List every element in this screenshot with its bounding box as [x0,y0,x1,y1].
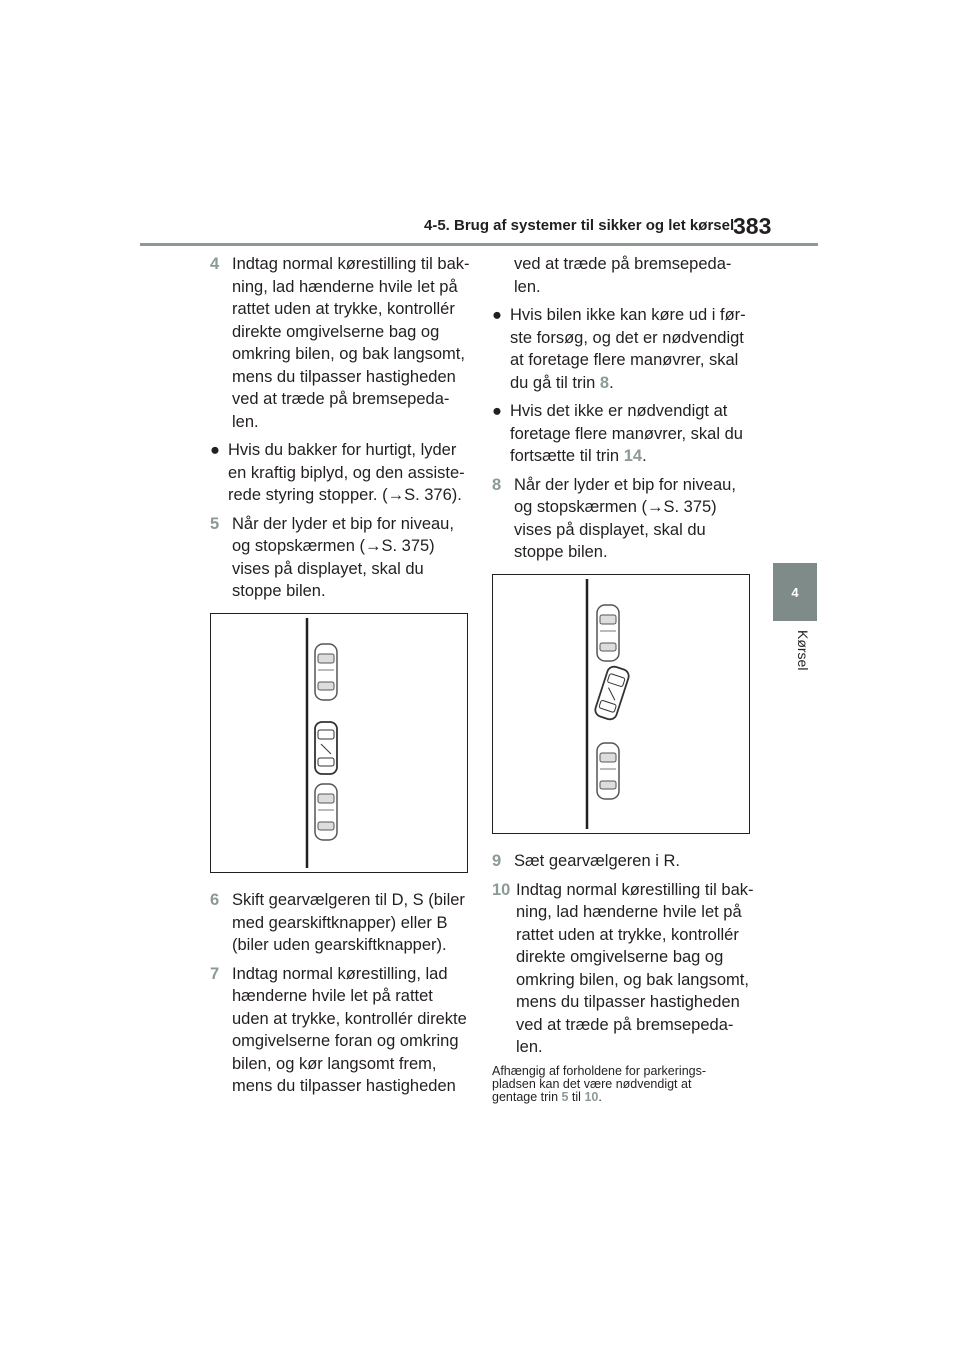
bullet-item [210,439,470,507]
chapter-label: Kørsel [795,630,811,671]
step-text-line: direkte omgivelserne bag og [232,322,440,341]
text: . [598,1089,602,1104]
step-text-line: Skift gearvælgeren til D, S (biler [232,891,465,909]
step-text-line: (biler uden gearskiftknapper). [232,936,447,954]
step-4 [210,253,470,433]
parking-figure-right [492,574,750,834]
step-9 [492,850,752,873]
text: . [642,447,647,465]
step-10 [492,879,752,1059]
bullet-icon: ● [492,306,502,324]
step-text-line: og stopskærmen (→S. 375) [514,498,717,516]
step-text-line: rattet uden at trykke, kontrollér [516,925,739,944]
section-title: 4-5. Brug af systemer til sikker og let kørsel [424,217,735,234]
step-text-line: Når der lyder et bip for niveau, [232,514,454,533]
parked-car-icon [597,743,619,799]
step-text-line: Sæt gearvælgeren i R. [514,852,680,870]
step-text-line: Indtag normal kørestilling til bak- [232,255,470,273]
bullet-text-line: foretage flere manøvrer, skal du [510,424,743,443]
step-text-line: vises på displayet, skal du [514,520,706,539]
step-8 [492,474,752,564]
bullet-text-line: rede styring stopper. (→S. 376). [228,486,462,504]
bullet-text-line: en kraftig biplyd, og den assiste- [228,463,465,482]
text: du gå til trin [510,373,600,392]
step-text-line: bilen, og kør langsomt frem, [232,1054,437,1073]
step-5 [210,513,470,603]
step-number: 6 [210,891,220,909]
bullet-text-line [510,445,752,468]
step-text-line: vises på displayet, skal du [232,559,424,578]
step-text-line: len. [516,1038,543,1056]
parked-car-icon [597,605,619,661]
step-text-line: ved at træde på bremsepeda- [514,255,732,273]
step-text-line: Indtag normal kørestilling, lad [232,964,448,983]
step-6 [210,889,470,957]
step-number: 10 [492,880,511,899]
chapter-tab [773,563,817,621]
note-text-line: pladsen kan det være nødvendigt at [492,1076,692,1091]
bullet-icon: ● [492,402,502,420]
step-text-line: ning, lad hænderne hvile let på [516,903,742,921]
header-rule [140,243,818,246]
bullet-text-line [510,372,752,395]
page-number: 383 [733,213,772,239]
text: . [609,373,614,392]
step-reference: 5 [561,1089,569,1104]
step-text-line: stoppe bilen. [232,582,326,600]
step-text-line: hænderne hvile let på rattet [232,987,433,1005]
step-text-line: rattet uden at trykke, kontrollér [232,300,455,318]
step-text-line: mens du tilpasser hastigheden [232,367,456,386]
step-reference: 14 [623,447,643,465]
bullet-item [492,304,752,394]
own-car-icon [594,664,631,720]
bullet-item [492,400,752,468]
step-number: 8 [492,475,502,494]
step-text-line: Når der lyder et bip for niveau, [514,475,736,494]
note-text-line [492,1091,752,1104]
step-text-line: omgivelserne foran og omkring [232,1032,459,1050]
step-text-line: omkring bilen, og bak langsomt, [232,345,465,363]
step-text-line: mens du tilpasser hastigheden [232,1077,456,1095]
parked-car-icon [315,644,337,700]
step-text-line: stoppe bilen. [514,543,608,561]
step-text-line: og stopskærmen (→S. 375) [232,537,435,555]
step-text-line: ning, lad hænderne hvile let på [232,277,458,296]
step-text-line: mens du tilpasser hastigheden [516,993,740,1011]
note [492,1065,752,1104]
step-text-line: Indtag normal kørestilling til bak- [516,880,754,899]
step-number: 9 [492,852,502,870]
step-text-line: len. [232,412,259,431]
step-text-line: ved at træde på bremsepeda- [232,390,450,408]
step-number: 5 [210,514,220,533]
parking-figure-left [210,613,468,873]
step-text-line: med gearskiftknapper) eller B [232,913,448,932]
text: fortsætte til trin [510,447,624,465]
right-column [492,253,752,1104]
bullet-text-line: Hvis du bakker for hurtigt, lyder [228,441,457,459]
step-text-line: omkring bilen, og bak langsomt, [516,970,749,989]
left-column [210,253,470,1104]
bullet-text-line: at foretage flere manøvrer, skal [510,351,739,369]
note-text-line: Afhængig af forholdene for parkerings- [492,1063,707,1078]
step-text-line: ved at træde på bremsepeda- [516,1015,734,1034]
text: til [568,1089,585,1104]
bullet-icon: ● [210,441,220,459]
chapter-number: 4 [791,584,799,600]
bullet-text-line: Hvis det ikke er nødvendigt at [510,402,728,420]
step-reference: 10 [584,1089,599,1104]
step-text-line: uden at trykke, kontrollér direkte [232,1009,467,1028]
parked-car-icon [315,784,337,840]
step-text-line: len. [514,277,541,296]
step-text-line: direkte omgivelserne bag og [516,948,724,966]
step-number: 7 [210,964,220,983]
bullet-text-line: Hvis bilen ikke kan køre ud i før- [510,306,746,324]
step-number: 4 [210,255,220,273]
step-7 [210,963,470,1098]
own-car-icon [315,722,337,774]
bullet-text-line: ste forsøg, og det er nødvendigt [510,328,744,347]
step-7-continued [492,253,752,298]
step-reference: 8 [599,373,610,392]
text: gentage trin [492,1089,562,1104]
